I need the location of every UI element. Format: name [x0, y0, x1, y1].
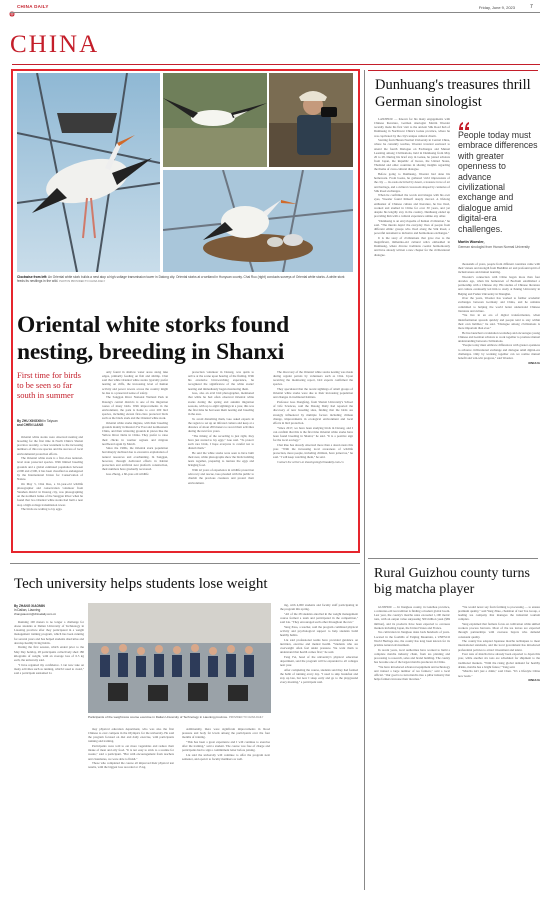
caption-text: Participants of the weight-loss course exercise in Dalian University of Technology in Liaoning province. [88, 715, 229, 719]
paragraph: Oriental white storks were observed nesting and breeding for the first time in North China's Shanxi province recently, a clear testament to the increasing numbers of this rare species and the success of local environmental protection efforts. [17, 435, 83, 456]
caption-text: An Oriental white stork builds a nest atop a high-voltage transmission tower in Datong city. Oriental storks at a wetland in Hunyuan county. Chai Ruo (right) conducts surveys of Oriental white storks. A white stork feeds its nestlings in the wild. [17, 275, 345, 284]
caption-lead: Clockwise from left: [17, 275, 48, 279]
paragraph: Those who completed the course all improved their physical test results, with the biggest loss recorded at 15 kg. [88, 761, 174, 770]
dunhuang-headline: Dunhuang's treasures thrill German sinologist [375, 77, 531, 110]
paragraph: "We would never say from farming to processing — to ensure premium quality," said Yang Zhuo, chairman of Gui Tea Group, a leading tea company that manages the industrial tourism complex. [458, 605, 540, 622]
storks-column-4 [273, 370, 353, 550]
paragraph: He said the white storks were seen to have built their nest, while photographs show the birds building nests together, preparing to nurture the eggs and bringing food. [188, 450, 254, 468]
paragraph: The Oriental white stork is a first-class national-level state protected species. With limited breeding grounds and a global estimated population between 2,000 and 2,500, it has been classified as endangered by the International Union for Conservation of Nature. [17, 456, 83, 482]
paragraph: Tea cultivation in Jiangkou dates back hundreds of years. Located in the foothills of Fanjing Mountain, a UNESCO World Heritage site, the county has long been known for its pristine natural environment. [374, 630, 450, 647]
paragraph: In recent years, local authorities have worked to build a complete matcha industry chain, from tea planting and processing to research, sales and brand building. The county has become one of the largest matcha producers in China. [374, 647, 450, 665]
paragraph: "Matcha isn't just a drink," said Chen. "It's a lifestyle China now leads." [458, 669, 540, 678]
paragraph: Feng Fei, head of the university's physical education department, said the program will be expanded to all colleges next year. [280, 654, 358, 668]
paper-name: CHINA DAILY [17, 4, 49, 9]
paragraph: Since the 1990s, the Oriental stork population had sharply declined due to excessive exploitation of natural resources and overhunting. In Sanggan, however, through dedicated efforts in habitat protection and artificial nest platform construction, their numbers have gradually recovered. [102, 446, 168, 472]
byline-email: zhangxiaomin@chinadaily.com.cn [14, 612, 57, 616]
paragraph: Additionally, there were significant improvements in blood pressure and body fat levels among the participants over the four months of training. [182, 727, 270, 740]
dateline: Friday, June 9, 2023 [478, 4, 515, 10]
paragraph: "The timing of the recording is just right, they have just started to lay eggs," Guo said. "To protect such rare birds, I hope everyone is careful not to disturb them." [188, 433, 254, 451]
paragraph: "People today must embrace differences with greater openness to advance civilizational exchange and dialogue amid digital-era challenges. Only by working together can we realize mutual benefit and win-win progress," said Woesler. [458, 343, 540, 360]
paragraph: The county has adopted Japanese matcha techniques to meet international standards, and the local government has introduced preferential policies to attract investment and talent. [458, 639, 540, 652]
storks-column-2 [102, 370, 168, 550]
quote-mark-icon [458, 118, 470, 128]
source-credit: XINHUA [528, 360, 540, 365]
globe-icon [9, 4, 15, 10]
storks-byline [17, 419, 83, 427]
paragraph: Participants were told to eat more vegetables and reduce their intake of meat and oily food. "It is not easy to stick to a routine for weeks," said a participant. "But with encouragement from teachers and classmates, we were able to finish." [88, 744, 174, 761]
photo-credit: PHOTOS PROVIDED TO CHINA DAILY [59, 280, 106, 284]
paragraph: They speculated that the recent sightings of small groups of Oriental white storks were due to their increasing population and changes in traditional habitats. [273, 387, 353, 400]
paragraph: Starting from Hunan Normal University in Central China, where he currently teaches, Woesler traveled eastward to attend the fourth Dialogue on Exchanges and Mutual Learning among Civilizations, held in Dunhuang from May 26 to 28. During his brief stay in Gansu, he joined scholars from Japan, the Republic of Korea, the United States, Thailand and other countries in sharing insights regarding the theme of cross-cultural dialogue. [374, 138, 450, 172]
section-title: CHINA [10, 31, 100, 58]
photo-stork-flying [163, 73, 267, 167]
paragraph: He has launched a translation workshop and encourages young Chinese and German scholars to work together to promote mutual understanding between civilizations. [458, 330, 540, 343]
storks-subhead: First time for birds to be seen so far south in summer [17, 370, 81, 400]
paragraph: Contact the writers at zhuxingxin@chinadaily.com.cn [277, 459, 344, 464]
photo-credit: PROVIDED TO CHINA DAILY [228, 716, 264, 719]
rail-section-divider [368, 558, 538, 559]
tech-column-4 [280, 603, 358, 892]
storks-headline: Oriental white storks found nesting, breeding in Shanxi [17, 312, 290, 365]
paragraph: Before going to Dunhuang, Woesler had done his homework. From books, he gathered vivid impressions of the city — its oasis encircled by desert, a treasure trove of art and heritage, and a cultural crossroads shaped by centuries of Silk Road exchanges. [374, 172, 450, 193]
paragraph: Four tons of matcha have already been exported to Japan this year, while another six tons are scheduled for shipment to the traditional markets. "With the rising global demand for healthy drinks, matcha has a bright future," Yang said. [458, 652, 540, 669]
paragraph: LANZHOU — Known for his many engagements with Chinese literature, German sinologist Martin Woesler recently made his first visit to the ancient Silk Road hub of Dunhuang in Northwest China's Gansu province, where he was captivated by the city's unique cultural charm. [374, 117, 450, 138]
paragraph: "Since 2017, we have been studying birds in Datong, and I can confirm that this is the first time Oriental white storks have been found breeding in Shanxi," he said. "It is a positive sign for the local ecology." [273, 425, 353, 442]
byline-place: in Taiyuan [43, 419, 58, 423]
paragraph: Chai Ruo has already observed more than a dozen nests this year. "With the increasing local awareness of wildlife protection, more people, including children, have joined us," he said. "I will keep watching them," he said. [273, 442, 353, 460]
paragraph: "All of the 28 students enrolled in the weight management course formed a team and participated in the competition," said Liu. "They encouraged each other throughout the run." [280, 611, 358, 625]
rail-divider [364, 70, 365, 890]
paragraph: thousands of years, people from different countries came with their visions and strength from Buddhist art and profound spirit of inclusiveness and mutual learning. [458, 262, 540, 275]
storks-column-3 [188, 370, 254, 550]
paragraph: "We have introduced advanced equipment and technology and trained a large number of tea farmers," said a local official. "Our goal is to turn matcha into a pillar industry that helps farmers increase their incomes." [374, 664, 450, 682]
paragraph: Professor Guo Dongfeng, from Shanxi University's School of Life Sciences, said the Datong Daily had reported the discovery of new breeding sites, finding that the birds are strongly influenced by multiple factors including climate change, improvements in ecological environment and local efforts in bird protection. [273, 400, 353, 425]
paragraph: may physical education department, who was also the first Chinese to ever compete in the Olympics for the university. He said the program focused on diet and daily exercise, with participants running and training. [88, 727, 174, 744]
byline-place: in Dalian, Liaoning [14, 608, 41, 612]
paragraph: Yang Xiao, a teacher, said the program combined physical activity and psychological support to help students build healthy habits. [280, 624, 358, 638]
paragraph: "I have regained my confidence. I can now take on many activities such as running, which I used to avoid," said a participant surnamed Li. [14, 662, 84, 675]
photo-stork-on-tower [17, 73, 160, 272]
section-red-rule [12, 64, 540, 65]
paragraph: protection volunteer in Datong, was quick to arrive at the scene upon hearing of the finding. With his extensive bird-watching experience, he recognized the significance of the white storks' nesting and immediately began monitoring them. [188, 370, 254, 391]
pull-quote-name: Martin Woesler, [458, 240, 485, 244]
page-number: 7 [530, 4, 533, 10]
tech-column-2 [88, 727, 174, 892]
paragraph: On May 5, Chai Ruo, a 61-year-old wildlife photographer and conservation volunteer from Yanshen district in Datong city, was photographing on the northern banks of the Sanggan River when he found that two Oriental white storks had built a nest atop a high-voltage transmission tower. [17, 481, 83, 507]
paragraph: Woesler's connection with China began more than four decades ago, when his hometown of Bochum established a partnership with a Chinese city. His studies of Chinese literature and culture eventually led him to study at Peking University in Beijing and Fudan University in Shanghai. [458, 274, 540, 296]
dunhuang-column-2 [458, 262, 540, 552]
paragraph: The discovery of the Oriental white storks nesting was made during regular patrols by volunteers such as Chai. Upon receiving the monitoring report, bird experts confirmed the species. [273, 370, 353, 387]
paragraph: "We live in an era of digital transformation, when misinformation spreads quickly and people tend to stay within their own bubbles," he said. "Dialogue among civilizations is more important than ever." [458, 313, 540, 330]
paragraph: The Sanggan River National Wetland Park in Datong's central districts is one of the migration routes of many birds. With improvements in the environment, the park is home to over 200 bird species, including eleven first-class protected birds such as the black stork and the Oriental white stork. [102, 395, 168, 421]
paragraph: Guo, also an avid bird photographer, mentioned that while he had often observed Oriental white storks during the spring and autumn migration seasons, with up to eight sightings in a year, this was the first time he had seen them nesting and breeding in the area. [188, 391, 254, 417]
paragraph: After completing the course, students said they had formed the habit of running every day. "I used to skip breakfast and stay up late, but now I sleep early and go to the playground every morning," a participant said. [280, 667, 358, 685]
masthead-rule [10, 12, 540, 13]
photo-stork-nest [163, 170, 353, 272]
paragraph: It is the story of civilizations that gave rise to the magnificent, millennia-old cultural relics embedded in Dunhuang, where diverse traditions coexist harmoniously and have already written a new chapter for the civilizational dialogue. [374, 235, 450, 257]
paragraph: GUIZHOU — In Jiangkou county, in Guizhou province, a centuries-old tea tradition is finding a modern global boom. Last year, the county's matcha sales exceeded 1,100 metric tons, with an output value surpassing 500 million yuan ($69 million), and its products have been exported to overseas markets including Japan, the United States and France. [374, 605, 450, 630]
paragraph: Running 100 meters is no longer a challenge for obese students at Dalian University of Technology in Liaoning province after they participated in a weight management training program, which has been running for several years and has helped students shed kilos and develop healthy living habits. [14, 620, 84, 645]
paragraph: During the first session, which ended prior to the May Day holiday, 28 participants collectively shed 180 kilograms of weight, with an average loss of 6.5 kg each, the university said. [14, 645, 84, 662]
tech-headline: Tech university helps students lose weight [14, 576, 268, 592]
paragraph: ing, with 4,000 students and faculty staff participating in the program this spring. [280, 603, 358, 612]
paragraph: only found in shallow water areas along lake edges, primarily feeding on fish and shrimp. Chai said that while Oriental white storks typically prefer nesting on cliffs, the increasing level of human activity and power towers across the country might be due to a preserved sense of safety. [102, 370, 168, 395]
tech-byline [14, 604, 84, 616]
paragraph: To avoid disturbing them, Guo asked experts in the region to set up an infrared camera and keep at a distance of about 200 meters to record their activities during the next few years. [188, 416, 254, 434]
paragraph: Oriental white storks migrate, with their breeding grounds mainly in Russia's Far East and northeastern China, and their wintering grounds in places like the Yellow River Delta in China. They prefer to raise their chicks in warmer regions and migrate northward again by March. [102, 420, 168, 446]
stork-photo-caption [17, 275, 353, 284]
tech-column-3 [182, 727, 270, 892]
guizhou-column-2 [458, 605, 540, 892]
guizhou-column-1 [374, 605, 450, 892]
paragraph: With 42 years of experience in wildlife protection advocacy and rescue, Guo pleaded with the public to cherish the precious creatures and protect their environment. [188, 468, 254, 485]
paragraph: "Dunhuang is an encyclopedia of human civilization," he said. "The murals depict the everyday lives of people from different ethnic groups who lived along the Silk Road, a powerful testament to inclusive and harmonious exchanges." [374, 218, 450, 236]
byline-name: By ZHU XINGXIN [17, 419, 43, 423]
photo-weight-loss-course [88, 603, 271, 713]
paragraph: Over the years, Woesler has worked to further academic exchanges between Germany and China, and he remains committed to helping the world better understand Chinese literature and culture. [458, 296, 540, 313]
paragraph: When he confirmed the words and images with his own eyes, Woesler found himself deeply moved. A lifelong enthusiast of Chinese culture and literature, he has lived, worked and studied in China for over 30 years, and yet despite his lengthy stay in the country, Dunhuang ended up providing him with a cultural experience unlike any other. [374, 193, 450, 219]
section-divider [10, 563, 360, 564]
rail-red-rule [368, 70, 538, 71]
tech-column-1 [14, 620, 84, 892]
paragraph: Liu said professional teams have provided guidance on nutrition, exercise and mental health. "Students who are overweight often feel under pressure. We want them to understand that health comes first," he said. [280, 637, 358, 655]
photo-photographer [269, 73, 353, 167]
byline-name-2: and CHEN LIANG [17, 423, 44, 427]
paragraph: Liu said the university will continue to offer the program next semester, and open it to faculty members as well. [182, 752, 270, 762]
byline-name: By ZHANG XIAOMIN [14, 604, 45, 608]
source-credit: XINHUA [528, 678, 540, 683]
pull-quote-title: German sinologist from Hunan Normal University [458, 245, 530, 249]
tech-photo-caption [88, 715, 271, 720]
guizhou-headline: Rural Guizhou county turns big matcha player [374, 566, 530, 597]
paragraph: "This has been a great experience and I will continue to exercise after the training," said a student. The course was free of charge and participants had to sign a commitment letter before joining. [182, 739, 270, 753]
storks-column-1 [17, 435, 83, 550]
paragraph: Yang explained that farmers focus on cultivation while skilled workers process harvests. Most of the tea leaves are exported through partnerships with overseas buyers who demand consistent quality. [458, 622, 540, 639]
dunhuang-column-1 [374, 117, 450, 617]
paragraph: Guo Zhong, a 60-year-old wildlife [106, 471, 149, 476]
paragraph: The birds are waiting to lay eggs. [21, 507, 63, 512]
pull-quote: People today must embrace differences with greater openness to advance civilizational exchange and dialogue amid digital-era challenges. [458, 130, 538, 234]
